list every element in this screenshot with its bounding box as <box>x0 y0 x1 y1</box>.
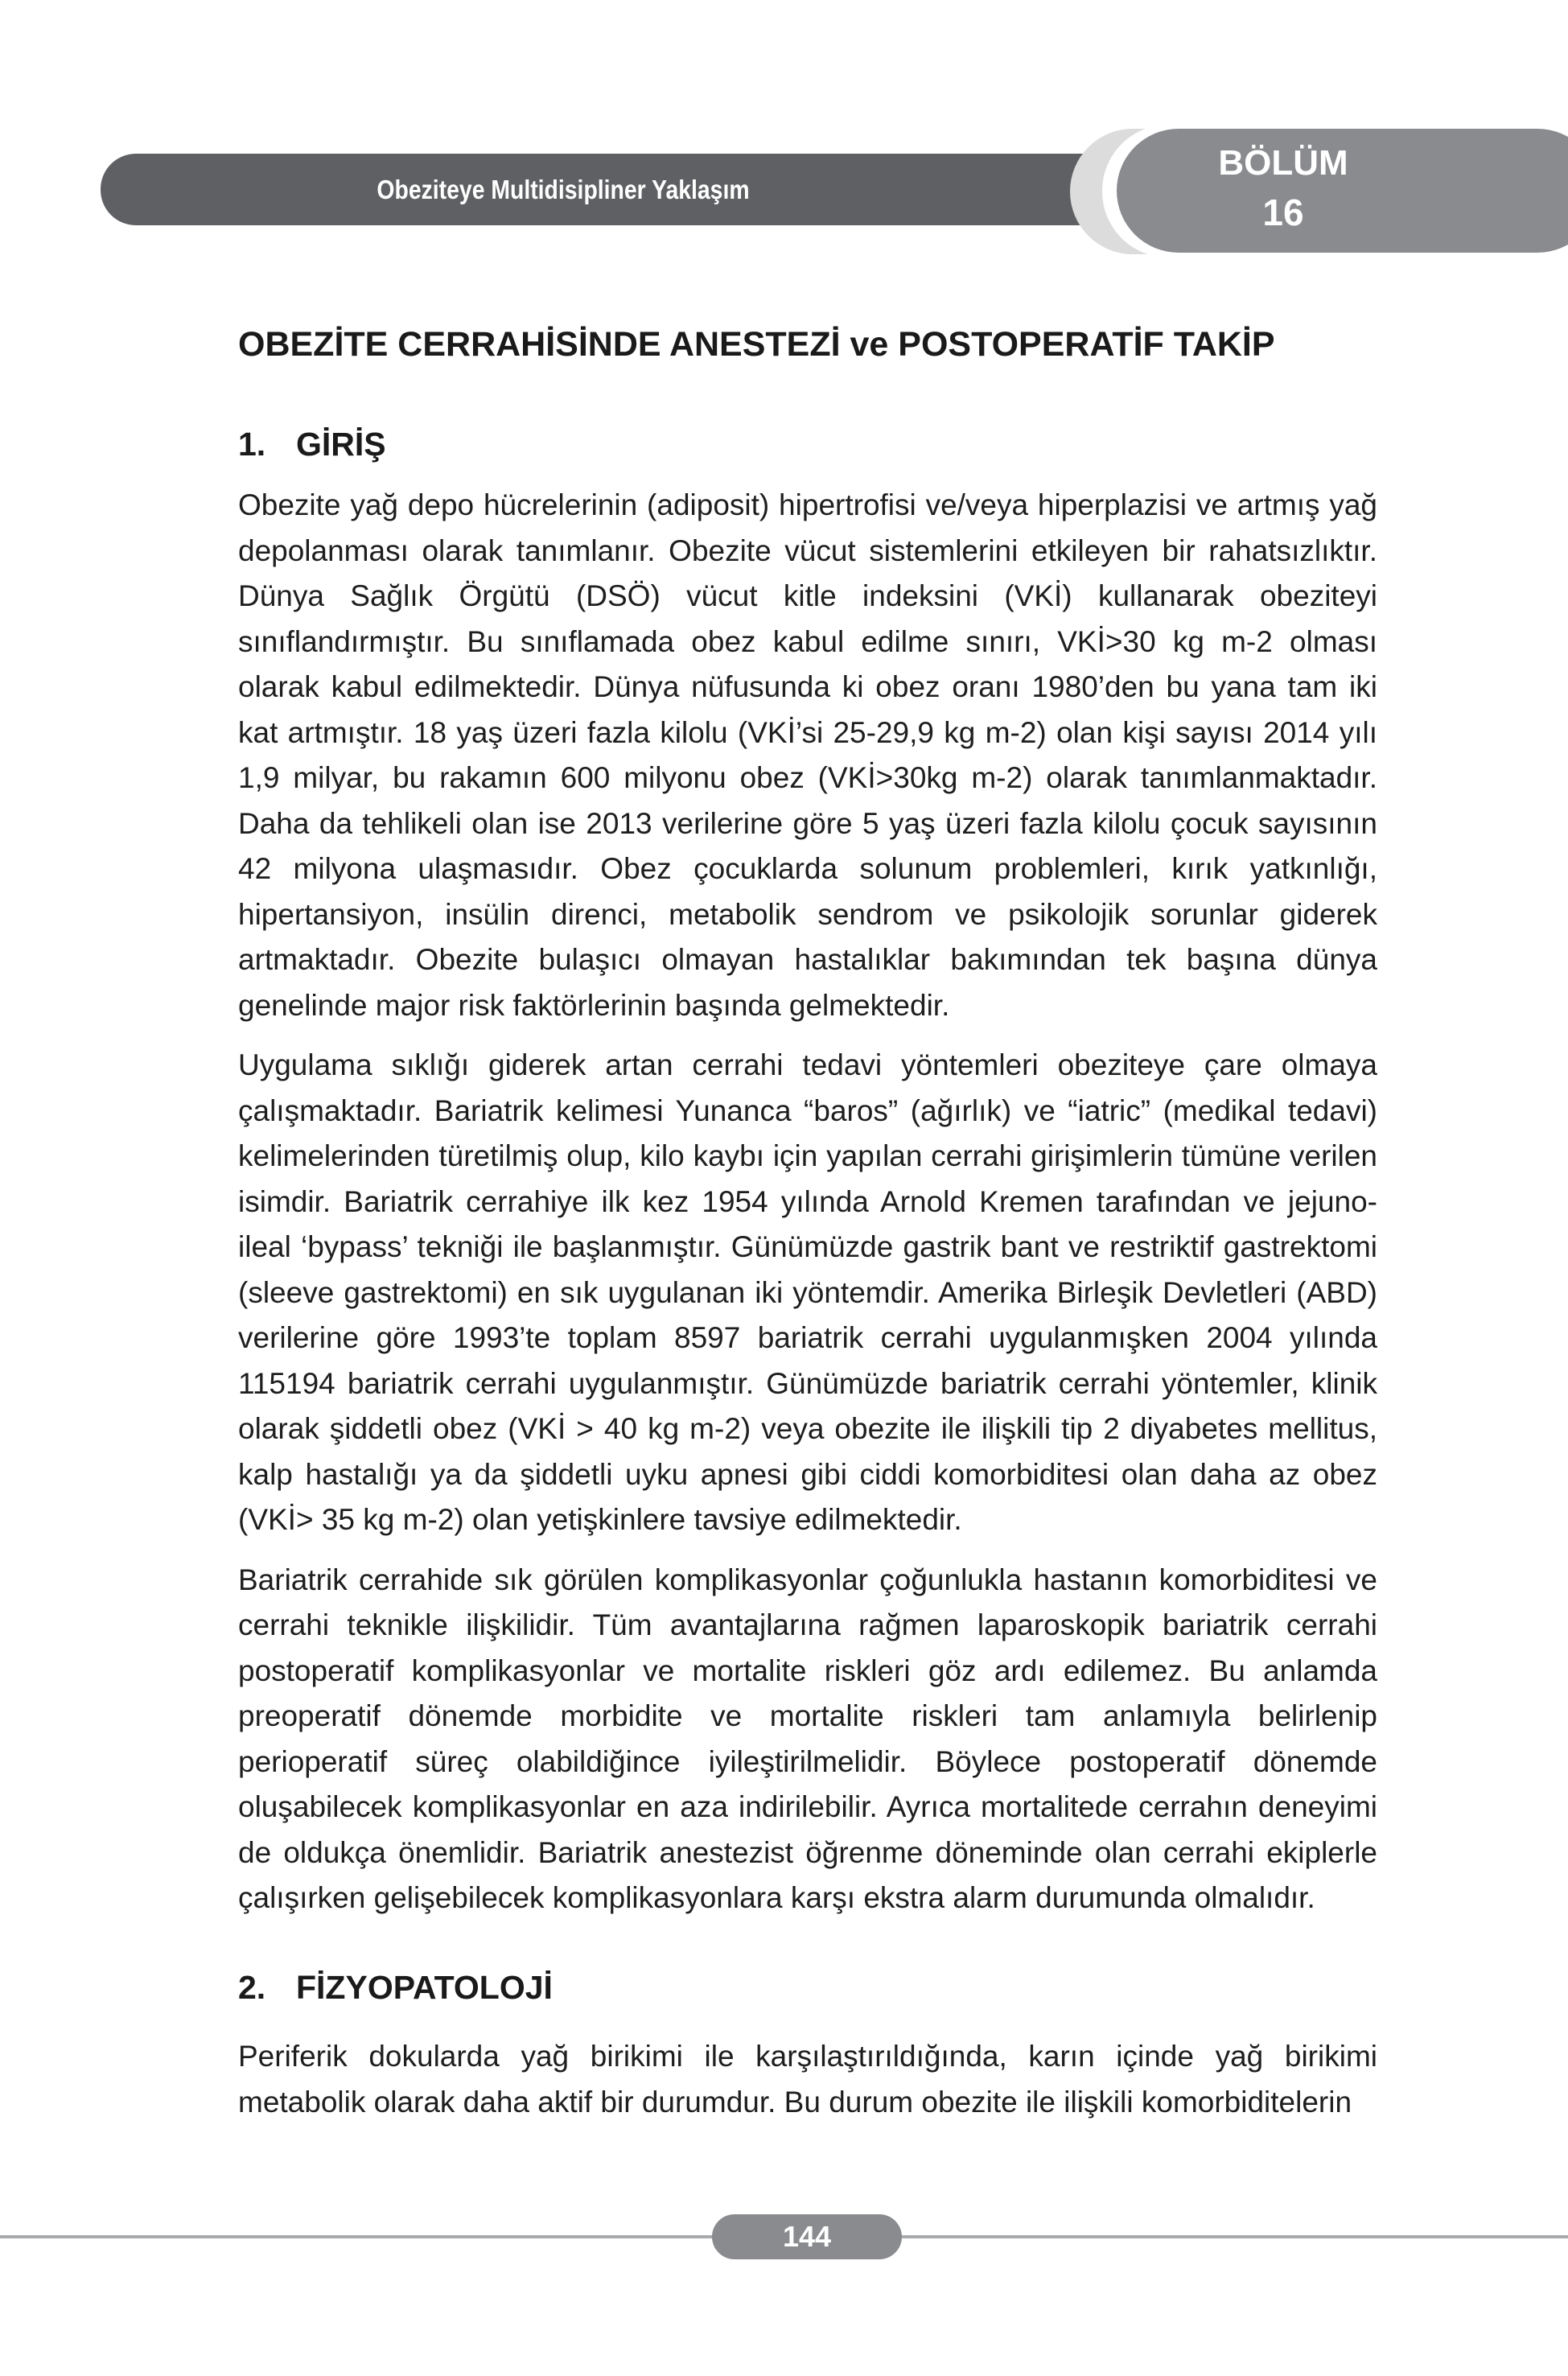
section-body-giris <box>238 483 1377 1936</box>
section-heading-giris <box>238 422 386 467</box>
document-title: OBEZİTE CERRAHİSİNDE ANESTEZİ ve POSTOPERATİF TAKİP <box>238 325 1275 364</box>
section-heading-fizyopatoloji <box>238 1965 553 2010</box>
paragraph: Obezite yağ depo hücrelerinin (adiposit) hipertrofisi ve/veya hiperplazisi ve artmış yağ depolanması olarak tanımlanır. Obezite vücut sistemlerini etkileyen bir rahatsızlıktır. Dünya Sağlık Örgütü (DSÖ) vücut kitle indeksini (VKİ) kullanarak obeziteyi sınıflandırmıştır. Bu sınıflamada obez kabul edilme sınırı, VKİ>30 kg m-2 olması olarak kabul edilmektedir. Dünya nüfusunda ki obez oranı 1980’den bu yana tam iki kat artmıştır. 18 yaş üzeri fazla kilolu (VKİ’si 25-29,9 kg m-2) olan kişi sayısı 2014 yılı 1,9 milyar, bu rakamın 600 milyonu obez (VKİ>30kg m-2) olarak tanımlanmaktadır. Daha da tehlikeli olan ise 2013 verilerine göre 5 yaş üzeri fazla kilolu çocuk sayısının 42 milyona ulaşmasıdır. Obez çocuklarda solunum problemleri, kırık yatkınlığı, hipertansiyon, insülin direnci, metabolik sendrom ve psikolojik sorunlar giderek artmaktadır. Obezite bulaşıcı olmayan hastalıklar bakımından tek başına dünya genelinde major risk faktörlerinin başında gelmektedir. <box>238 488 1377 1022</box>
book-title: Obeziteye Multidisipliner Yaklaşım <box>377 175 750 204</box>
section-number: 1. <box>238 426 266 463</box>
paragraph: Bariatrik cerrahide sık görülen komplikasyonlar çoğunlukla hastanın komorbiditesi ve cerrahi teknikle ilişkilidir. Tüm avantajlarına rağmen laparoskopik bariatrik cerrahi postoperatif komplikasyonlar ve mortalite riskleri göz ardı edilemez. Bu anlamda preoperatif dönemde morbidite ve mortalite riskleri tam anlamıyla belirlenip perioperatif süreç olabildiğince iyileştirilmelidir. Böylece postoperatif dönemde oluşabilecek komplikasyonlar en aza indirilebilir. Ayrıca mortalitede cerrahın deneyimi de oldukça önemlidir. Bariatrik anestezist öğrenme döneminde olan cerrahi ekiplerle çalışırken gelişebilecek komplikasyonlara karşı ekstra alarm durumunda olmalıdır. <box>238 1563 1377 1914</box>
paragraph: Uygulama sıklığı giderek artan cerrahi tedavi yöntemleri obeziteye çare olmaya çalışmaktadır. Bariatrik kelimesi Yunanca “baros” (ağırlık) ve “iatric” (medikal tedavi) kelimelerinden türetilmiş olup, kilo kaybı için yapılan cerrahi girişimlerin tümüne verilen isimdir. Bariatrik cerrahiye ilk kez 1954 yılında Arnold Kremen tarafından ve jejuno-ileal ‘bypass’ tekniği ile başlanmıştır. Günümüzde gastrik bant ve restriktif gastrektomi (sleeve gastrektomi) en sık uygulanan iki yöntemdir. Amerika Birleşik Devletleri (ABD) verilerine göre 1993’te toplam 8597 bariatrik cerrahi uygulanmışken 2004 yılında 115194 bariatrik cerrahi uygulanmıştır. Günümüzde bariatrik cerrahi yöntemler, klinik olarak şiddetli obez (VKİ > 40 kg m-2) veya obezite ile ilişkili tip 2 diyabetes mellitus, kalp hastalığı ya da şiddetli uyku apnesi gibi ciddi komorbiditesi olan daha az obez (VKİ> 35 kg m-2) olan yetişkinlere tavsiye edilmektedir. <box>238 1048 1377 1536</box>
chapter-number: 16 <box>1262 191 1304 233</box>
chapter-label: BÖLÜM <box>1218 143 1348 183</box>
paragraph: Periferik dokularda yağ birikimi ile karşılaştırıldığında, karın içinde yağ birikimi metabolik olarak daha aktif bir durumdur. Bu durum obezite ile ilişkili komorbiditelerin <box>238 2040 1377 2119</box>
page-number: 144 <box>782 2220 832 2253</box>
section-number: 2. <box>238 1969 266 2006</box>
section-title: GİRİŞ <box>296 426 386 463</box>
section-title: FİZYOPATOLOJİ <box>296 1969 553 2006</box>
section-body-fizyopatoloji <box>238 2034 1377 2139</box>
